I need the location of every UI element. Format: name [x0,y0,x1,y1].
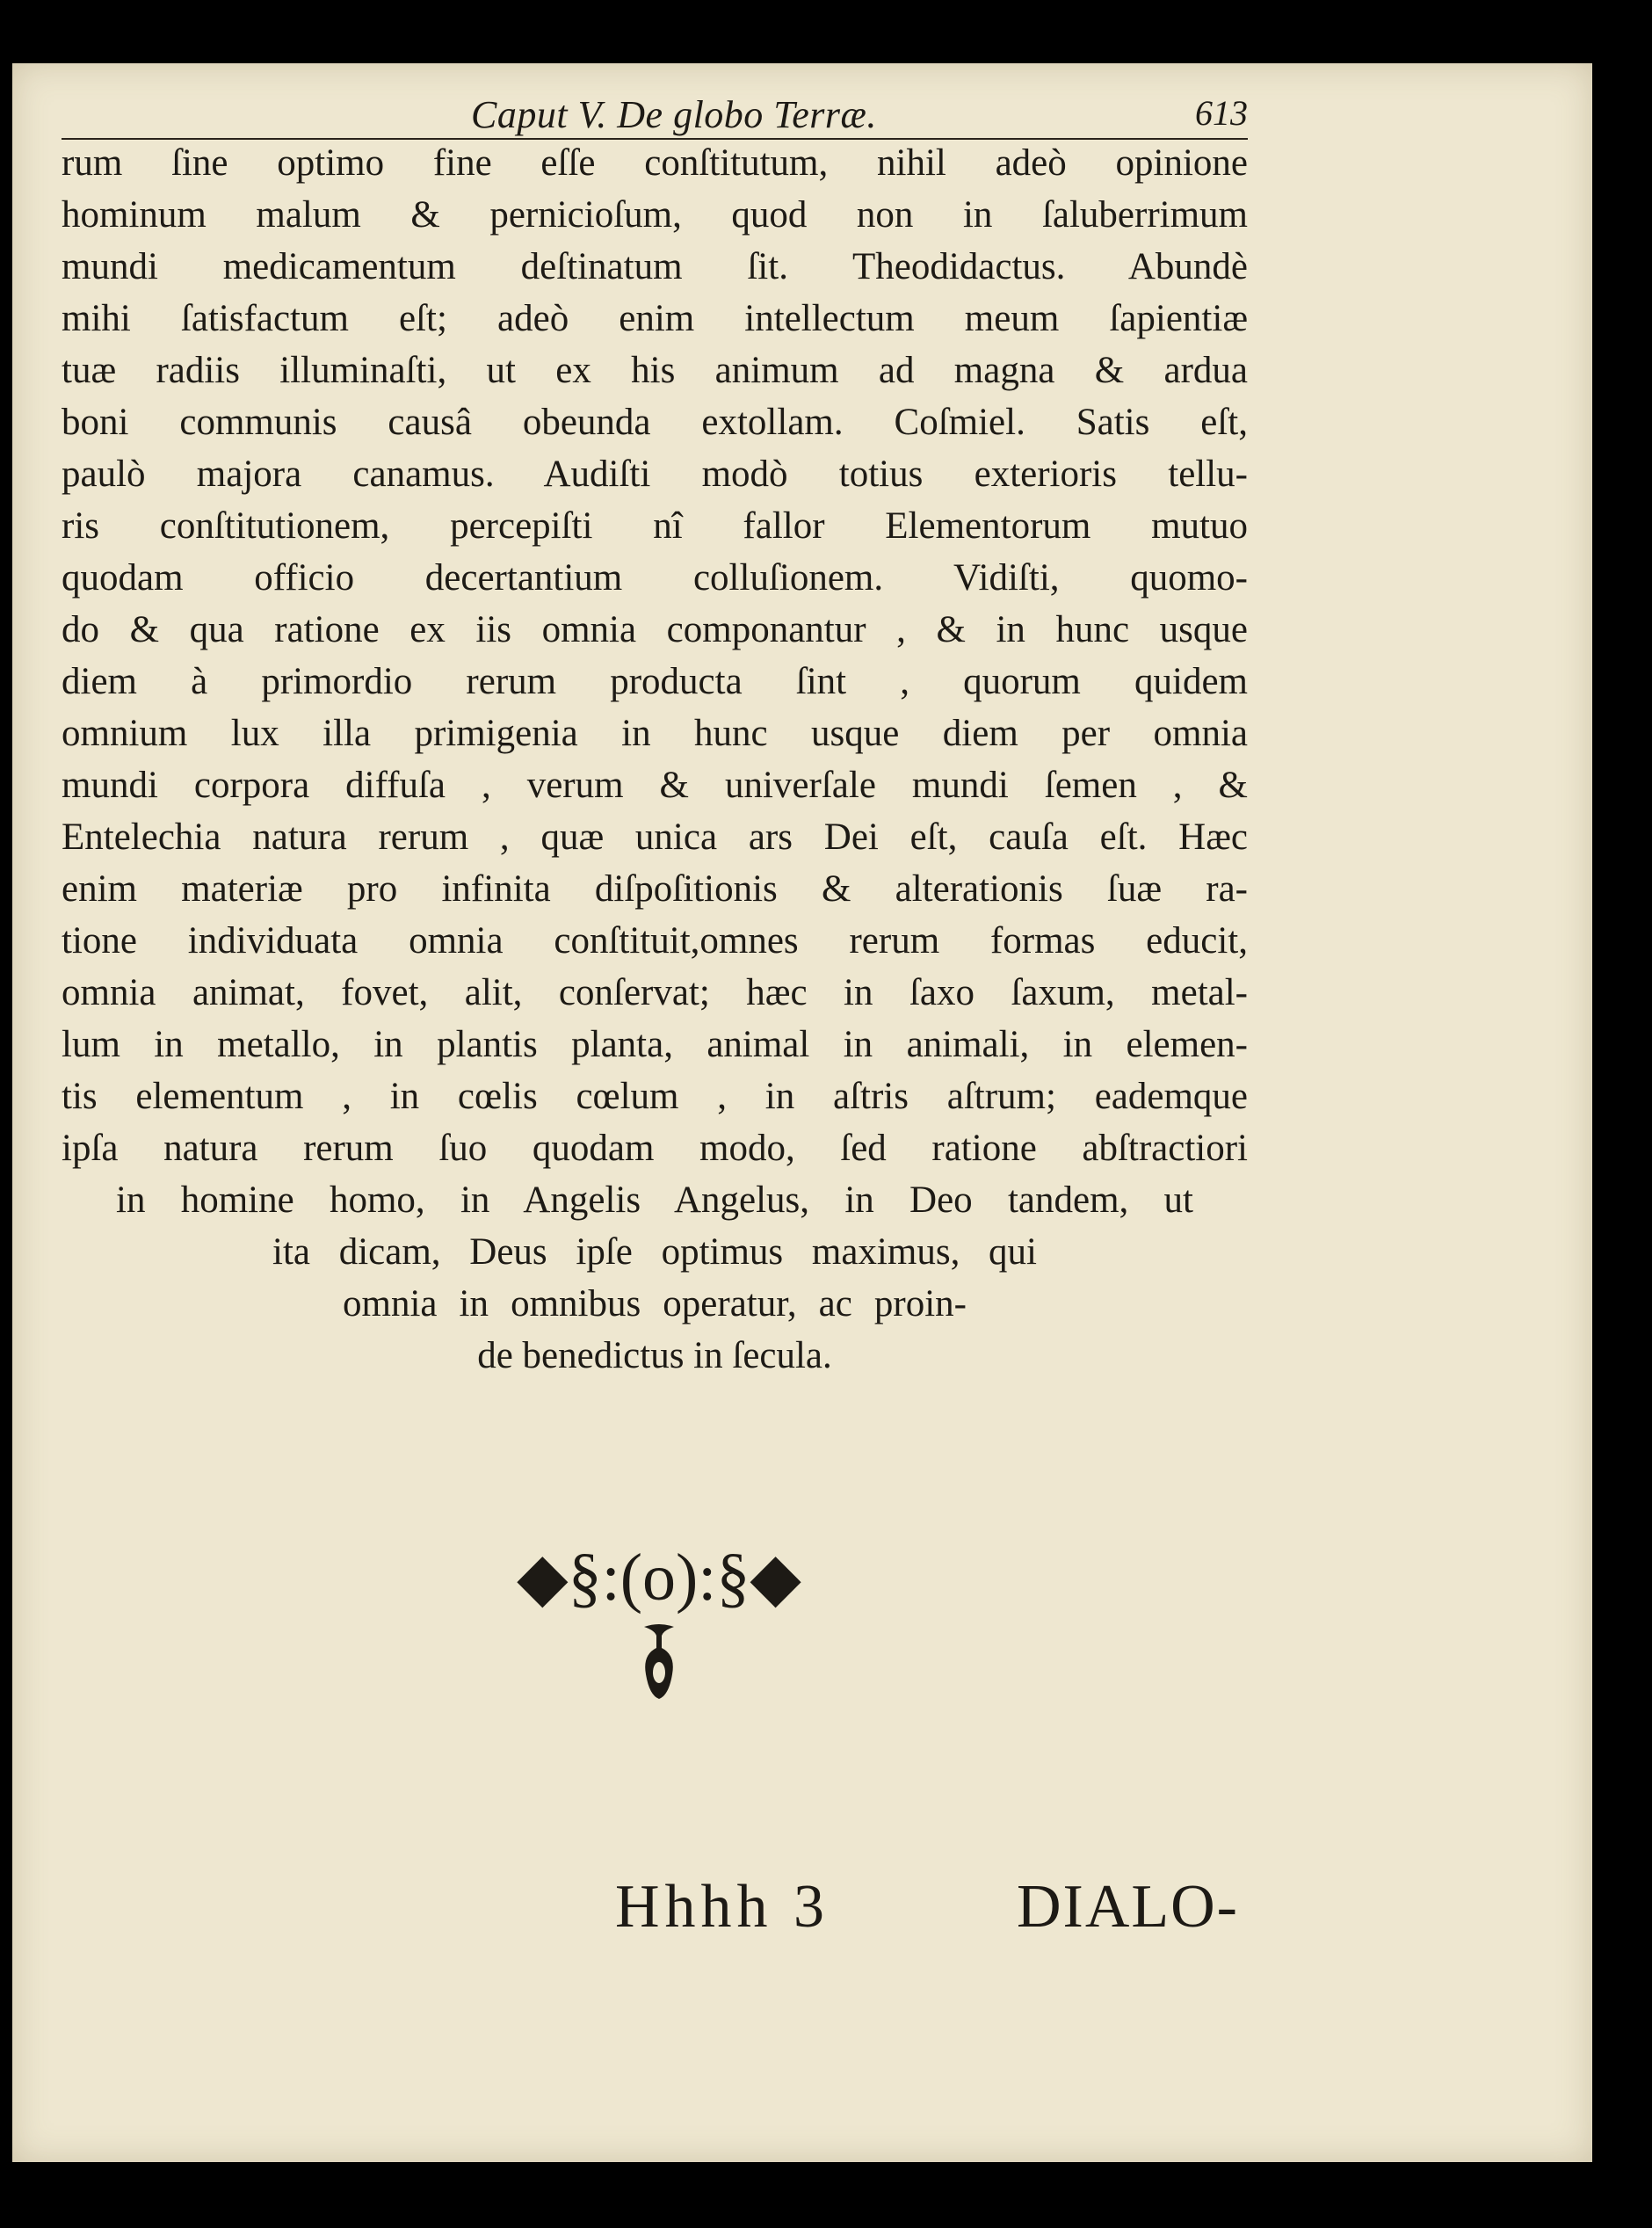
text-line: tis elementum , in cœlis cœlum , in aſtris aſtrum; eademque [62,1076,1248,1117]
text-line: mundi medicamentum deſtinatum ſit. Theodidactus. Abundè [62,246,1248,287]
text-line: quodam officio decertantium colluſionem. Vidiſti, quomo- [62,557,1248,599]
text-line: rum ſine optimo fine eſſe conſtitutum, nihil adeò opinione [62,142,1248,184]
taper-line: de benedictus in ſecula. [477,1335,832,1376]
catchword: DIALO- [1016,1873,1239,1941]
printers-ornament [475,1542,844,1701]
text-line: lum in metallo, in plantis planta, animal in animali, in elemen- [62,1024,1248,1065]
text-line: omnia animat, fovet, alit, conſervat; hæc in ſaxo ſaxum, metal- [62,972,1248,1013]
text-line: paulò majora canamus. Audiſti modò totius exterioris tellu- [62,454,1248,495]
text-line: do & qua ratione ex iis omnia componantur , & in hunc usque [62,609,1248,650]
body-text [62,137,1248,1382]
text-line: diem à primordio rerum producta ſint , quorum quidem [62,661,1248,702]
text-line: ipſa natura rerum ſuo quodam modo, ſed ratione abſtractiori [62,1128,1248,1169]
page-footer [615,1872,1239,1942]
text-line: boni communis causâ obeunda extollam. Coſmiel. Satis eſt, [62,402,1248,443]
taper-line: omnia in omnibus operatur, ac proin- [343,1283,967,1324]
text-line: mihi ſatisfactum eſt; adeò enim intellectum meum ſapientiæ [62,298,1248,339]
text-line: ris conſtitutionem, percepiſti nî fallor Elementorum mutuo [62,505,1248,547]
signature-mark: Hhhh 3 [615,1873,830,1941]
ornament-text: ◆§:(o):§◆ [517,1541,801,1615]
text-line: enim materiæ pro infinita diſpoſitionis & alterationis ſuæ ra- [62,868,1248,910]
text-line: tione individuata omnia conſtituit,omnes rerum formas educit, [62,920,1248,962]
text-line: tuæ radiis illuminaſti, ut ex his animum ad magna & ardua [62,350,1248,391]
taper-line: ita dicam, Deus ipſe optimus maximus, qui [272,1231,1037,1273]
running-head: Caput V. De globo Terræ. [471,93,877,136]
taper-line: in homine homo, in Angelis Angelus, in Deo tandem, ut [116,1179,1193,1221]
text-line: mundi corpora diffuſa , verum & univerſale mundi ſemen , & [62,765,1248,806]
page-header [62,92,1248,134]
text-line: Entelechia natura rerum , quæ unica ars Dei eſt, cauſa eſt. Hæc [62,816,1248,858]
page-number: 613 [1195,93,1248,133]
fleuron-drop-icon [637,1622,681,1701]
text-line: hominum malum & pernicioſum, quod non in ſaluberrimum [62,194,1248,236]
text-line: omnium lux illa primigenia in hunc usque diem per omnia [62,713,1248,754]
